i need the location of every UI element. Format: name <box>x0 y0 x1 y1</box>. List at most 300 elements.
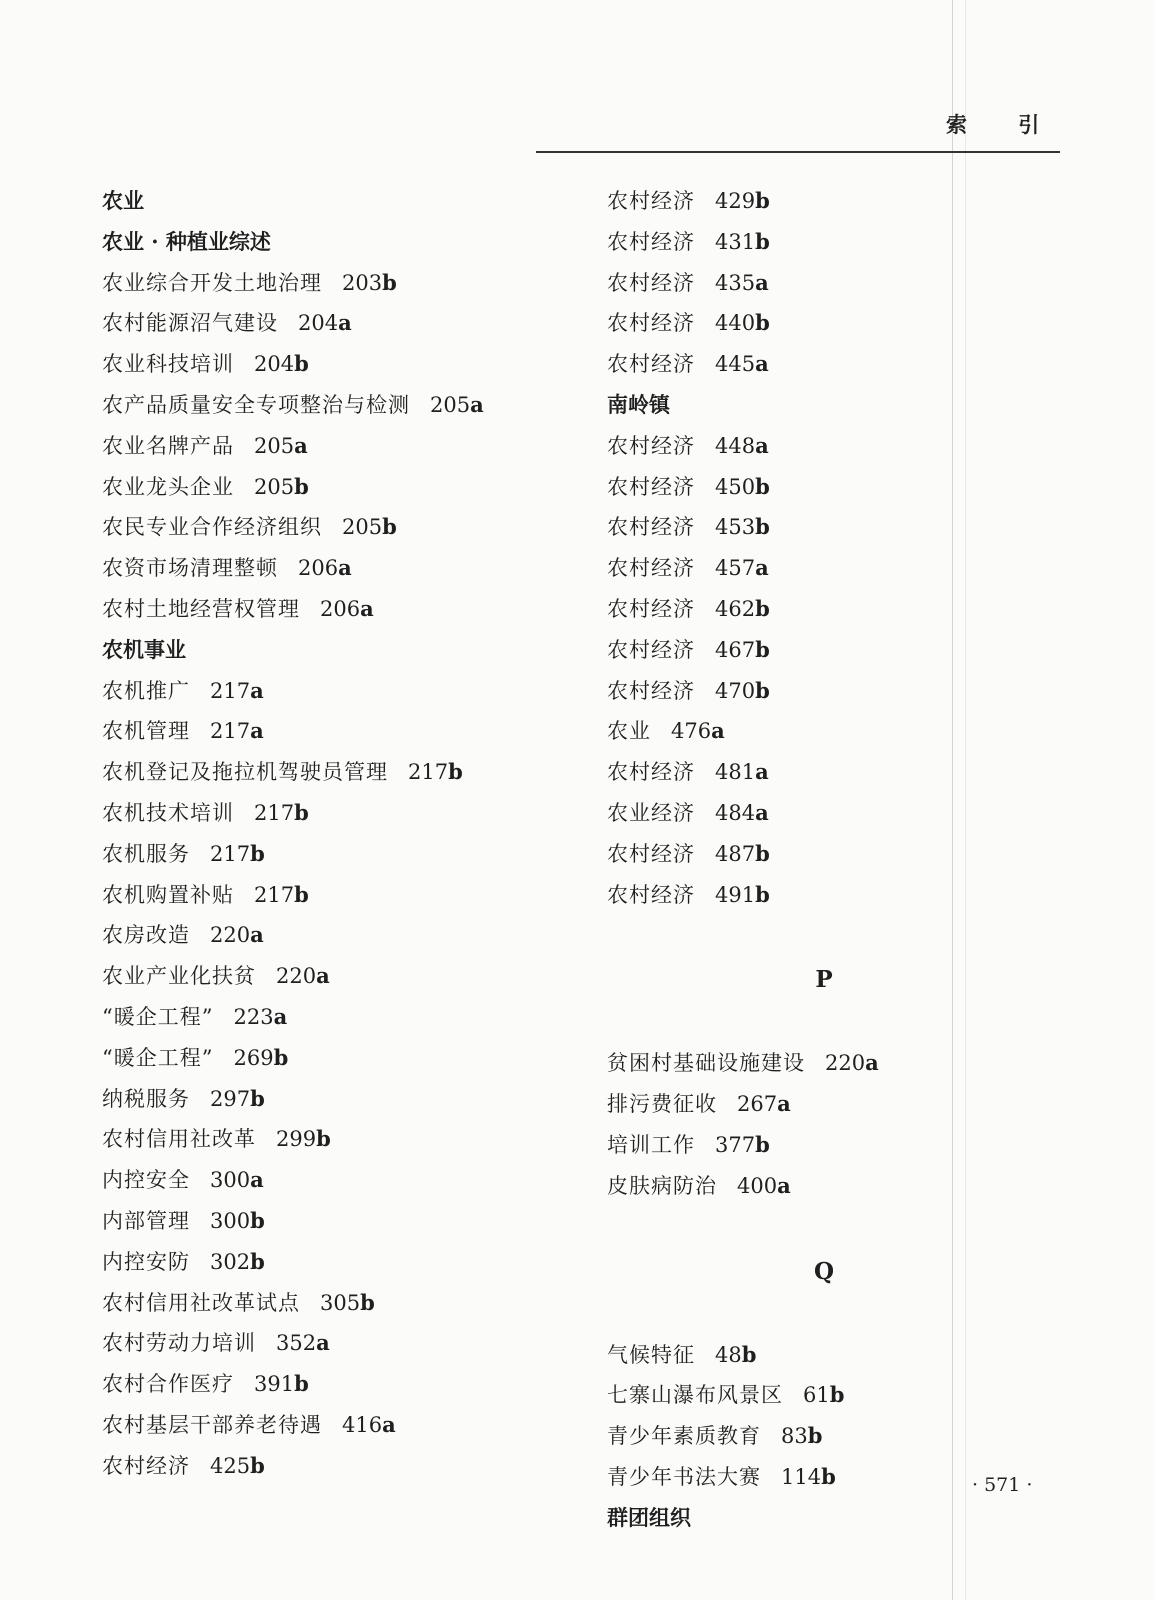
index-term: 农机购置补贴 <box>102 882 234 907</box>
index-entry <box>607 303 1041 344</box>
entry-spacer <box>256 964 276 988</box>
index-term: 农村土地经营权管理 <box>102 596 300 621</box>
index-entry <box>102 752 484 793</box>
index-page-ref <box>210 679 264 703</box>
index-entry <box>102 303 484 344</box>
page-ref-column: b <box>755 677 770 703</box>
index-entry <box>607 1125 1041 1166</box>
page-ref-number: 220 <box>825 1051 866 1076</box>
page-ref-column: b <box>755 188 770 213</box>
entry-spacer <box>761 1465 781 1489</box>
entry-spacer <box>695 515 715 539</box>
index-page-ref <box>342 271 397 295</box>
page-ref-column: a <box>755 432 769 458</box>
page-ref-number: 476 <box>671 719 712 744</box>
page-ref-column: b <box>821 1463 836 1489</box>
index-page-ref <box>298 556 352 580</box>
page-ref-column: a <box>250 718 264 744</box>
index-page-ref <box>210 1454 265 1478</box>
page-ref-column: a <box>250 1167 264 1193</box>
page-ref-number: 220 <box>276 964 317 989</box>
entry-spacer <box>190 923 210 947</box>
page-ref-number: 217 <box>254 800 295 825</box>
index-term: 农村经济 <box>607 515 695 540</box>
entry-spacer <box>234 801 254 825</box>
page-ref-column: b <box>755 881 770 907</box>
index-entry <box>102 589 484 630</box>
index-page-ref <box>298 311 352 335</box>
page-ref-column: b <box>755 636 770 662</box>
page-ref-number: 448 <box>715 433 756 458</box>
page-ref-number: 205 <box>254 433 295 458</box>
entry-spacer <box>322 515 342 539</box>
page-ref-column: b <box>250 1248 265 1274</box>
index-term: 农村经济 <box>607 841 695 866</box>
page-ref-number: 487 <box>715 841 756 866</box>
index-term: 农村信用社改革试点 <box>102 1290 300 1315</box>
index-entry <box>607 793 1041 834</box>
index-term: 农村经济 <box>607 882 695 907</box>
index-term: 农业科技培训 <box>102 352 234 377</box>
index-page-ref <box>342 1413 396 1437</box>
index-page-ref <box>254 352 309 376</box>
page-ref-column: a <box>755 799 769 825</box>
entry-spacer <box>717 1092 737 1116</box>
index-entry <box>607 263 1041 304</box>
page-ref-column: a <box>755 269 769 295</box>
index-term: 皮肤病防治 <box>607 1173 717 1198</box>
entry-spacer <box>234 1372 254 1396</box>
index-entry <box>607 834 1041 875</box>
index-page-ref <box>715 271 769 295</box>
page-ref-number: 299 <box>276 1127 317 1152</box>
index-term: 内控安防 <box>102 1249 190 1274</box>
index-term: 农村经济 <box>607 311 695 336</box>
page-ref-number: 425 <box>210 1453 251 1478</box>
index-page-ref <box>254 883 309 907</box>
index-page-ref <box>234 1005 288 1029</box>
index-entry <box>607 426 1041 467</box>
index-entry <box>607 181 1041 222</box>
entry-spacer <box>234 352 254 376</box>
index-term: 农村合作医疗 <box>102 1372 234 1397</box>
page-ref-number: 206 <box>320 596 361 621</box>
index-heading: 南岭镇 <box>607 391 670 417</box>
page-ref-number: 416 <box>342 1412 383 1437</box>
index-page-ref <box>430 393 484 417</box>
index-term: 农村经济 <box>607 189 695 213</box>
entry-spacer <box>805 1051 825 1075</box>
index-page-ref <box>210 1168 264 1192</box>
page-ref-column: a <box>755 555 769 581</box>
index-entry <box>102 1242 484 1283</box>
page-ref-column: b <box>250 1085 265 1111</box>
page-ref-column: a <box>470 391 484 417</box>
index-entry <box>607 344 1041 385</box>
index-page-ref <box>210 1087 265 1111</box>
index-entry <box>102 426 484 467</box>
index-entry <box>102 385 484 426</box>
entry-spacer <box>695 883 715 907</box>
index-page-ref <box>715 311 770 335</box>
page-ref-number: 267 <box>737 1092 778 1117</box>
entry-spacer <box>695 271 715 295</box>
entry-spacer <box>322 271 342 295</box>
page-ref-number: 204 <box>298 311 339 336</box>
index-entry <box>607 1375 1041 1416</box>
running-header-title: 索 引 <box>946 112 1062 137</box>
index-page-ref <box>671 719 725 743</box>
index-page-ref <box>803 1383 844 1407</box>
page-ref-number: 400 <box>737 1173 778 1198</box>
page-ref-column: b <box>360 1289 375 1315</box>
page-ref-number: 429 <box>715 189 756 213</box>
index-term: 农村基层干部养老待遇 <box>102 1412 322 1437</box>
page-ref-column: b <box>294 351 309 377</box>
index-page-ref <box>254 801 309 825</box>
page-ref-column: b <box>755 473 770 499</box>
index-term: 农机技术培训 <box>102 800 234 825</box>
index-term: 农民专业合作经济组织 <box>102 515 322 540</box>
entry-spacer <box>322 1413 342 1437</box>
index-entry <box>102 711 484 752</box>
entry-spacer <box>410 393 430 417</box>
index-term: 农村经济 <box>607 637 695 662</box>
index-entry <box>607 1416 1041 1457</box>
page-ref-number: 205 <box>430 392 471 417</box>
index-entry <box>102 671 484 712</box>
page-ref-column: a <box>777 1172 791 1198</box>
page-ref-number: 114 <box>781 1464 822 1489</box>
entry-spacer <box>783 1383 803 1407</box>
page-ref-column: b <box>382 269 397 295</box>
page-ref-number: 467 <box>715 637 756 662</box>
entry-spacer <box>695 189 715 213</box>
entry-spacer <box>190 1168 210 1192</box>
index-term: 农业龙头企业 <box>102 474 234 499</box>
page-ref-column: a <box>338 555 352 581</box>
page-ref-column: b <box>294 799 309 825</box>
index-entry <box>607 1335 1041 1376</box>
page-ref-number: 391 <box>254 1372 295 1397</box>
page-ref-number: 431 <box>715 229 756 254</box>
page-ref-column: a <box>316 963 330 989</box>
entry-spacer <box>695 638 715 662</box>
entry-spacer <box>190 1250 210 1274</box>
page-ref-number: 484 <box>715 800 756 825</box>
index-page-ref <box>210 1250 265 1274</box>
index-page-ref <box>276 1127 331 1151</box>
index-page-ref <box>715 842 770 866</box>
index-term: 农村信用社改革 <box>102 1127 256 1152</box>
index-page-ref <box>715 515 770 539</box>
entry-spacer <box>213 1005 233 1029</box>
index-column-right <box>607 181 1041 1539</box>
index-entry <box>102 507 484 548</box>
index-page-ref <box>320 1291 375 1315</box>
page-ref-number: 269 <box>233 1045 274 1070</box>
index-page-ref <box>715 1133 770 1157</box>
entry-spacer <box>695 760 715 784</box>
entry-spacer <box>213 1046 233 1070</box>
index-page-ref <box>234 1046 289 1070</box>
index-letter-heading: P <box>815 966 833 994</box>
index-entry <box>102 875 484 916</box>
page-ref-number: 491 <box>715 882 756 907</box>
page-ref-number: 453 <box>715 515 756 540</box>
page-ref-column: a <box>865 1050 879 1076</box>
index-entry <box>102 467 484 508</box>
index-entry <box>102 548 484 589</box>
entry-spacer <box>695 597 715 621</box>
page-ref-number: 445 <box>715 352 756 377</box>
index-term: 农村经济 <box>607 229 695 254</box>
index-entry <box>102 1283 484 1324</box>
index-term: 农村经济 <box>607 474 695 499</box>
page-ref-column: b <box>273 1044 289 1070</box>
index-term: “暖企工程” <box>102 1004 214 1029</box>
header-rule <box>536 151 1060 153</box>
index-page-ref <box>781 1465 836 1489</box>
index-term: 农村经济 <box>607 270 695 295</box>
page-ref-number: 300 <box>210 1168 251 1193</box>
index-term: 农村劳动力培训 <box>102 1331 256 1356</box>
page-ref-column: b <box>250 1207 265 1233</box>
page-ref-column: b <box>755 840 770 866</box>
index-page-ref <box>276 964 330 988</box>
index-term: 纳税服务 <box>102 1086 190 1111</box>
index-term: 农产品质量安全专项整治与检测 <box>102 392 410 417</box>
index-entry <box>607 507 1041 548</box>
index-term: 农村经济 <box>607 433 695 458</box>
index-page-ref <box>210 842 265 866</box>
index-entry <box>102 915 484 956</box>
index-term: 农村经济 <box>102 1453 190 1478</box>
index-page-ref <box>254 475 309 499</box>
index-term: 培训工作 <box>607 1132 695 1157</box>
index-term: 青少年书法大赛 <box>607 1464 761 1489</box>
page-ref-column: a <box>382 1411 396 1437</box>
index-entry <box>102 1079 484 1120</box>
index-entry <box>607 1084 1041 1125</box>
entry-spacer <box>695 842 715 866</box>
entry-spacer <box>695 352 715 376</box>
page-ref-column: b <box>829 1382 845 1408</box>
index-page-ref <box>254 434 308 458</box>
index-page-ref <box>715 801 769 825</box>
page-ref-column: a <box>250 922 264 948</box>
index-term: “暖企工程” <box>102 1045 214 1070</box>
page-ref-column: b <box>755 595 770 621</box>
page-ref-column: a <box>777 1091 791 1117</box>
entry-spacer <box>695 434 715 458</box>
index-entry <box>607 1166 1041 1207</box>
page-ref-column: a <box>338 310 352 336</box>
page-ref-number: 217 <box>210 678 251 703</box>
page-ref-number: 206 <box>298 556 339 581</box>
entry-spacer <box>256 1127 276 1151</box>
index-entry <box>102 344 484 385</box>
page-ref-column: b <box>755 310 770 336</box>
entry-spacer <box>388 760 408 784</box>
page-ref-number: 440 <box>715 311 756 336</box>
entry-spacer <box>695 475 715 499</box>
page-ref-column: a <box>755 759 769 785</box>
entry-spacer <box>300 597 320 621</box>
index-entry <box>607 671 1041 712</box>
index-entry <box>607 711 1041 752</box>
index-term: 农村经济 <box>607 678 695 703</box>
page-ref-column: a <box>711 718 725 744</box>
index-term: 农村经济 <box>607 352 695 377</box>
entry-spacer <box>695 1133 715 1157</box>
index-heading: 农业 <box>102 188 144 213</box>
index-entry <box>102 1405 484 1446</box>
page-ref-number: 220 <box>210 923 251 948</box>
entry-spacer <box>234 475 254 499</box>
index-page-ref <box>210 923 264 947</box>
page-ref-number: 457 <box>715 556 756 581</box>
index-entry <box>607 467 1041 508</box>
page-ref-number: 462 <box>715 596 756 621</box>
page-ref-number: 217 <box>210 841 251 866</box>
page-ref-number: 297 <box>210 1086 251 1111</box>
page-ref-column: b <box>250 1452 265 1478</box>
index-page-ref <box>715 230 770 254</box>
index-entry <box>607 630 1041 671</box>
index-page-ref <box>254 1372 309 1396</box>
page-ref-number: 204 <box>254 352 295 377</box>
page-ref-number: 203 <box>342 270 383 295</box>
index-term: 排污费征收 <box>607 1092 717 1117</box>
page-ref-number: 61 <box>803 1383 830 1408</box>
entry-spacer <box>190 679 210 703</box>
page-ref-column: a <box>250 677 264 703</box>
index-column-left <box>102 181 484 1487</box>
entry-spacer <box>234 434 254 458</box>
entry-spacer <box>695 230 715 254</box>
entry-spacer <box>190 1087 210 1111</box>
entry-spacer <box>190 719 210 743</box>
index-page-ref <box>737 1092 791 1116</box>
index-term: 农业名牌产品 <box>102 433 234 458</box>
index-page-ref <box>715 760 769 784</box>
index-term: 农机管理 <box>102 719 190 744</box>
index-term: 农机服务 <box>102 841 190 866</box>
page-ref-number: 470 <box>715 678 756 703</box>
page-ref-column: a <box>360 595 374 621</box>
index-entry <box>102 1119 484 1160</box>
index-term: 农村经济 <box>607 596 695 621</box>
entry-spacer <box>695 1343 715 1367</box>
entry-spacer <box>234 883 254 907</box>
entry-spacer <box>695 679 715 703</box>
index-entry <box>102 1364 484 1405</box>
index-entry <box>607 752 1041 793</box>
index-term: 农机推广 <box>102 678 190 703</box>
index-heading: 农机事业 <box>102 636 186 662</box>
index-page-ref <box>320 597 374 621</box>
index-page-ref <box>210 719 264 743</box>
index-term: 农村能源沼气建设 <box>102 311 278 336</box>
index-term: 农业 <box>607 719 651 744</box>
page-ref-column: b <box>807 1423 823 1449</box>
index-term: 内控安全 <box>102 1168 190 1193</box>
index-page-ref <box>737 1174 791 1198</box>
index-page-ref <box>276 1331 330 1355</box>
index-entry <box>102 263 484 304</box>
page-ref-column: b <box>294 881 309 907</box>
entry-spacer <box>761 1424 781 1448</box>
index-entry <box>102 956 484 997</box>
entry-spacer <box>190 1209 210 1233</box>
page-ref-number: 352 <box>276 1331 317 1356</box>
page-ref-number: 217 <box>210 719 251 744</box>
page-number: · 571 · <box>972 1474 1033 1496</box>
index-term: 农业综合开发土地治理 <box>102 270 322 295</box>
page-ref-number: 481 <box>715 760 756 785</box>
index-heading: 农业 · 种植业综述 <box>102 228 271 254</box>
index-page-ref <box>715 597 770 621</box>
index-entry <box>102 793 484 834</box>
index-page-ref <box>408 760 463 784</box>
page-ref-number: 300 <box>210 1208 251 1233</box>
entry-spacer <box>300 1291 320 1315</box>
page-ref-number: 205 <box>342 515 383 540</box>
index-page-ref <box>781 1424 822 1448</box>
index-entry <box>607 548 1041 589</box>
index-heading: 群团组织 <box>607 1504 691 1530</box>
entry-spacer <box>278 556 298 580</box>
index-term: 农资市场清理整顿 <box>102 556 278 581</box>
index-page-ref <box>715 883 770 907</box>
index-page-ref <box>715 352 769 376</box>
page-ref-column: b <box>382 514 397 540</box>
page-ref-number: 217 <box>254 882 295 907</box>
page-ref-column: b <box>448 759 463 785</box>
index-term: 农业产业化扶贫 <box>102 964 256 989</box>
page-ref-column: b <box>755 514 770 540</box>
page-ref-column: a <box>755 351 769 377</box>
page-ref-column: b <box>741 1341 757 1367</box>
entry-spacer <box>190 1454 210 1478</box>
page-ref-number: 83 <box>781 1424 808 1449</box>
index-term: 内部管理 <box>102 1208 190 1233</box>
index-page-ref <box>715 556 769 580</box>
index-entry <box>607 1043 1041 1084</box>
index-term: 七寨山瀑布风景区 <box>607 1383 783 1408</box>
page-ref-number: 435 <box>715 270 756 295</box>
entry-spacer <box>190 842 210 866</box>
index-term: 青少年素质教育 <box>607 1424 761 1449</box>
index-term: 农业经济 <box>607 800 695 825</box>
index-entry <box>102 834 484 875</box>
index-page-ref <box>210 1209 265 1233</box>
index-term: 农机登记及拖拉机驾驶员管理 <box>102 760 388 785</box>
page-ref-number: 217 <box>408 760 449 785</box>
page-ref-column: a <box>273 1003 288 1029</box>
index-term: 农村经济 <box>607 556 695 581</box>
index-page-ref <box>715 679 770 703</box>
index-page-ref <box>715 475 770 499</box>
entry-spacer <box>695 801 715 825</box>
index-page-ref <box>715 1343 756 1367</box>
index-page-ref <box>342 515 397 539</box>
index-term: 农村经济 <box>607 760 695 785</box>
page-ref-column: a <box>294 432 308 458</box>
page-ref-column: a <box>316 1330 330 1356</box>
page-ref-number: 223 <box>233 1004 274 1029</box>
